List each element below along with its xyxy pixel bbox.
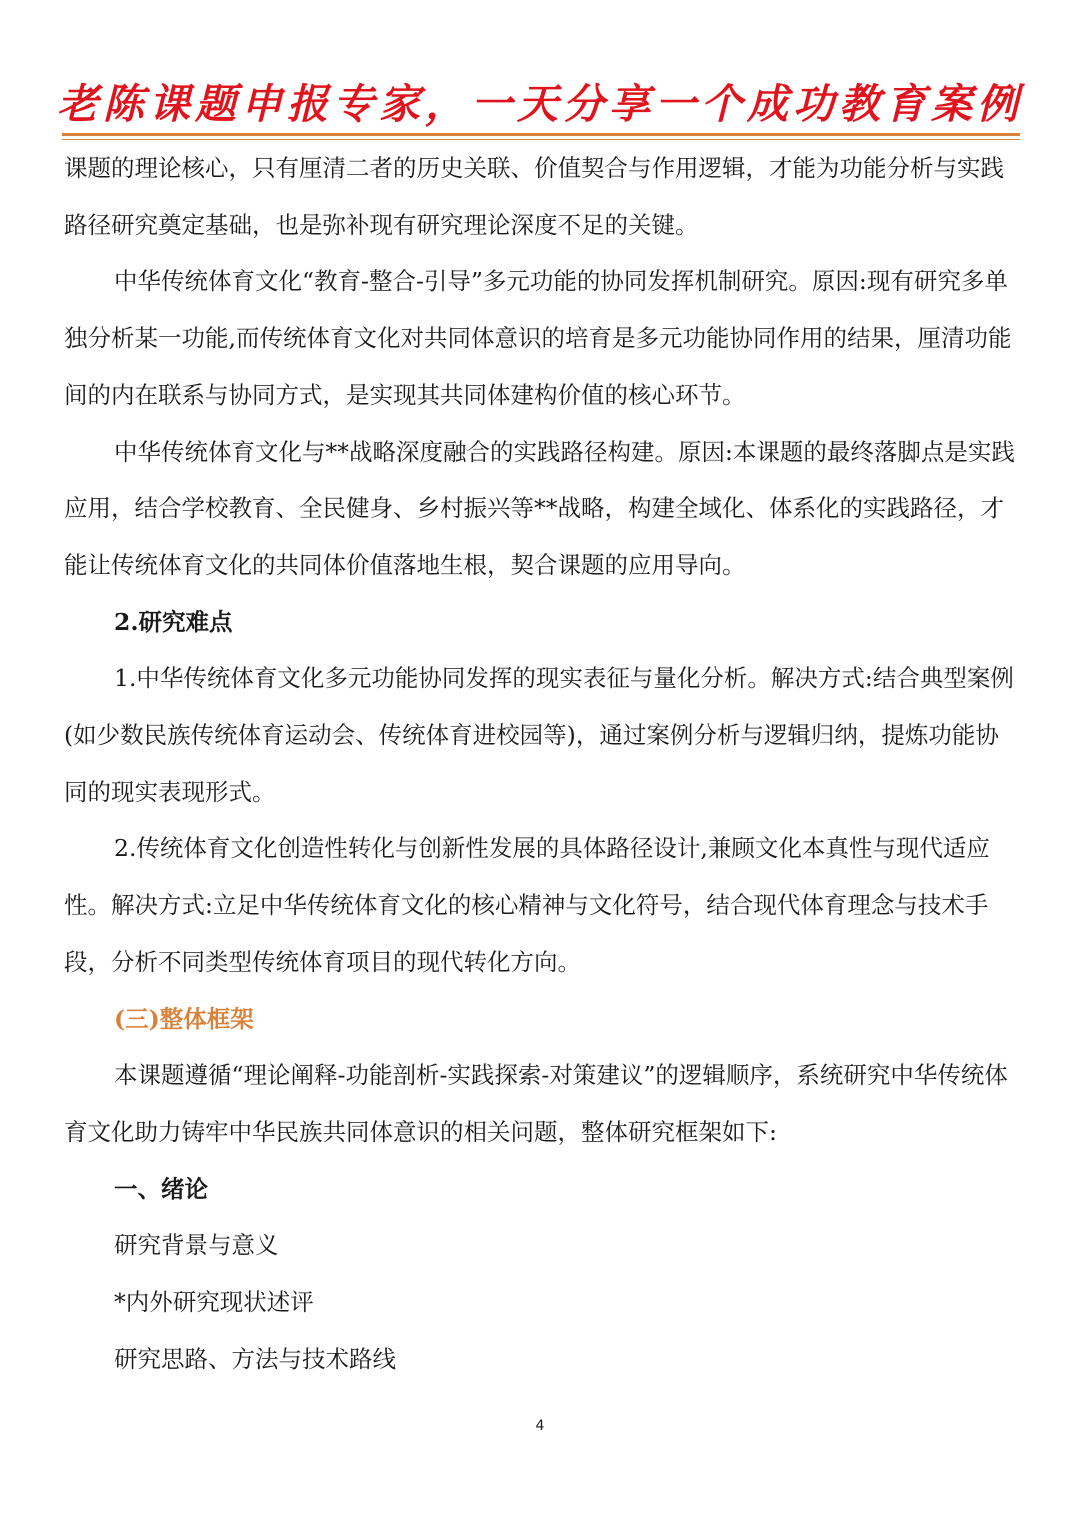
list-item-status-review: *内外研究现状述评 xyxy=(114,1288,314,1317)
list-item-background: 研究背景与意义 xyxy=(114,1231,279,1260)
page-number: 4 xyxy=(535,1418,545,1434)
paragraph-theory-core: 课题的理论核心，只有厘清二者的历史关联、价值契合与作用逻辑，才能为功能分析与实践路径研究奠定基础，也是弥补现有研究理论深度不足的关键。 xyxy=(64,154,1004,239)
paragraph-difficulty-2: 2.传统体育文化创造性转化与创新性发展的具体路径设计,兼顾文化本真性与现代适应性。解决方式:立足中华传统体育文化的核心精神与文化符号，结合现代体育理念与技术手段，分析不同类型传统体育项目的现代转化方向。 xyxy=(64,834,990,976)
heading-introduction: 一、绪论 xyxy=(114,1174,208,1203)
header-rule-thick xyxy=(62,133,1020,136)
paragraph-multi-function: 中华传统体育文化“教育-整合-引导”多元功能的协同发挥机制研究。原因:现有研究多单独分析某一功能,而传统体育文化对共同体意识的培育是多元功能协同作用的结果，厘清功能间的内在联系与协同方式，是实现其共同体建构价值的核心环节。 xyxy=(64,267,1012,409)
document-body xyxy=(64,140,1019,1387)
paragraph-difficulty-1: 1.中华传统体育文化多元功能协同发挥的现实表征与量化分析。解决方式:结合典型案例(如少数民族传统体育运动会、传统体育进校园等)，通过案例分析与逻辑归纳，提炼功能协同的现实表现形式。 xyxy=(64,664,1014,806)
header-title: 老陈课题申报专家，一天分享一个成功教育案例 xyxy=(57,80,1023,128)
heading-overall-framework: (三)整体框架 xyxy=(114,1004,254,1033)
paragraph-practice-path: 中华传统体育文化与**战略深度融合的实践路径构建。原因:本课题的最终落脚点是实践应用，结合学校教育、全民健身、乡村振兴等**战略，构建全域化、体系化的实践路径，才能让传统体育文化的共同体价值落地生根，契合课题的应用导向。 xyxy=(64,437,1015,579)
list-item-methods: 研究思路、方法与技术路线 xyxy=(114,1344,396,1373)
heading-research-difficulties: 2.研究难点 xyxy=(114,607,233,636)
paragraph-framework-intro: 本课题遵循“理论阐释-功能剖析-实践探索-对策建议”的逻辑顺序，系统研究中华传统体育文化助力铸牢中华民族共同体意识的相关问题，整体研究框架如下: xyxy=(64,1061,1008,1146)
